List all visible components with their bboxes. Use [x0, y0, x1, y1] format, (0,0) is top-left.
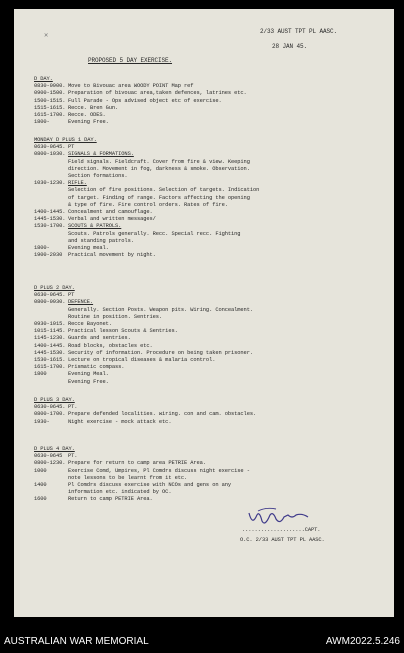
schedule-entry: and standing patrols. — [68, 237, 134, 244]
schedule-time: 1445-1530. — [34, 216, 66, 223]
schedule-entry: Prismatic compass. — [68, 364, 125, 371]
schedule-time: 0800-1230. — [34, 460, 66, 467]
schedule-entry: Prepare for return to camp area PETRIE Area. — [68, 460, 206, 467]
document-page — [14, 9, 394, 617]
schedule-entry: Move to Bivouac area WOODY POINT Map ref — [68, 83, 194, 90]
schedule-entry: Evening Free. — [68, 119, 109, 126]
schedule-time: 0830-0900. — [34, 83, 66, 90]
schedule-entry: Full Parade - Ops advised object etc of exercise. — [68, 97, 222, 104]
schedule-entry: Guards and sentries. — [68, 335, 131, 342]
schedule-entry: & type of fire. Fire control orders. Rates of fire. — [68, 201, 228, 208]
schedule-time: 0630-0645. — [34, 292, 66, 299]
schedule-time: 0630-0645. — [34, 144, 66, 151]
schedule-time: 1530-1615. — [34, 357, 66, 363]
schedule-time: 0800-0930. — [34, 299, 66, 306]
schedule-time: 1800- — [34, 245, 50, 251]
schedule-entry: SIGNALS & FORMATIONS. — [68, 151, 134, 158]
section-heading: D PLUS 2 DAY. — [34, 285, 75, 291]
schedule-entry: Lecture on tropical diseases & malaria control. — [68, 357, 216, 363]
schedule-entry: Night exercise - mock attack etc. — [68, 418, 172, 425]
schedule-time: 1400-1445. — [34, 209, 66, 215]
schedule-entry: PT. — [68, 404, 78, 411]
unit-line: 2/33 AUST TPT PL AASC. — [260, 28, 338, 35]
schedule-time: 1800- — [34, 119, 50, 126]
schedule-entry: Road blocks, obstacles etc. — [68, 342, 153, 349]
schedule-time: 1800 — [34, 371, 47, 378]
schedule-time: 1930- — [34, 418, 50, 425]
schedule-time: 1900-2030 — [34, 252, 63, 259]
schedule-time: 1000 — [34, 467, 47, 474]
schedule-entry: Selection of fire positions. Selection of targets. Indication — [68, 187, 260, 194]
archive-caption: AUSTRALIAN WAR MEMORIAL — [4, 636, 149, 647]
schedule-time: 1030-1230. — [34, 180, 66, 187]
schedule-entry: Concealment and camouflage. — [68, 209, 153, 215]
schedule-entry: Generally. Section Posts. Weapon pits. Wiring. Concealment. — [68, 306, 253, 313]
schedule-entry: Exercise Comd, Umpires, Pl Comdrs discuss night exercise - — [68, 467, 250, 474]
section-heading: MONDAY D PLUS 1 DAY. — [34, 137, 97, 143]
schedule-entry: Recce Bayonet. — [68, 321, 112, 327]
schedule-entry: Preparation of bivouac area,taken defences, latrines etc. — [68, 90, 247, 97]
schedule-time: 0900-1500. — [34, 90, 66, 97]
section-heading: D PLUS 4 DAY. — [34, 446, 75, 452]
schedule-time: 1500-1515. — [34, 97, 66, 104]
schedule-time: 0930-1015. — [34, 321, 66, 327]
schedule-time: 1015-1145. — [34, 328, 66, 335]
schedule-entry: Section formations. — [68, 173, 128, 179]
schedule-time: 0800-1030. — [34, 151, 66, 158]
schedule-time: 1515-1615. — [34, 104, 66, 111]
schedule-entry: Evening Free. — [68, 378, 109, 385]
schedule-entry: SCOUTS & PATROLS. — [68, 223, 122, 230]
schedule-time: 1145-1230. — [34, 335, 66, 342]
schedule-time: 1400 — [34, 482, 47, 488]
schedule-entry: direction. Movement in fog, darkness & smoke. Observation. — [68, 165, 250, 172]
corner-mark: ✕ — [44, 32, 49, 40]
schedule-time: 1615-1700. — [34, 364, 66, 371]
schedule-entry: PT — [68, 144, 75, 151]
schedule-entry: DEFENCE. — [68, 299, 94, 306]
section-heading: D DAY. — [34, 76, 53, 82]
schedule-entry: PT — [68, 292, 75, 299]
signature-dots: ....................CAPT. — [242, 527, 321, 533]
schedule-entry: Practical lesson Scouts & Sentries. — [68, 328, 178, 335]
schedule-entry: Recce. ODES. — [68, 112, 106, 118]
schedule-entry: Pl Comdrs discuss exercise with NCOs and gens on any — [68, 482, 232, 488]
schedule-time: 0630-0645 — [34, 453, 63, 460]
schedule-entry: Recce. Bren Gun. — [68, 104, 119, 111]
schedule-entry: RIFLE. — [68, 180, 87, 187]
section-heading: D PLUS 3 DAY. — [34, 397, 75, 403]
schedule-time: 1600 — [34, 496, 47, 503]
schedule-entry: Routine in position. Sentries. — [68, 313, 163, 320]
schedule-entry: Practical movement by night. — [68, 252, 156, 259]
schedule-entry: Verbal and written messages/ — [68, 216, 156, 223]
schedule-entry: information etc. indicated by OC. — [68, 489, 172, 496]
archive-reference: AWM2022.5.246 — [325, 636, 400, 647]
date-line: 28 JAN 45. — [272, 43, 308, 50]
schedule-time: 1615-1700. — [34, 112, 66, 118]
schedule-time: 1445-1530. — [34, 349, 66, 356]
schedule-entry: PT. — [68, 453, 78, 460]
document-title: PROPOSED 5 DAY EXERCISE. — [88, 57, 173, 64]
schedule-time: 0630-0645. — [34, 404, 66, 411]
signature-role: O.C. 2/33 AUST TPT PL AASC. — [240, 537, 325, 543]
schedule-entry: Scouts. Patrols generally. Recc. Special recc. Fighting — [68, 230, 241, 237]
schedule-entry: of target. Finding of range. Factors affecting the opening — [68, 194, 250, 201]
schedule-time: 1400-1445. — [34, 342, 66, 349]
schedule-entry: note lessons to be learnt from it etc. — [68, 474, 188, 481]
schedule-entry: Evening meal. — [68, 245, 109, 251]
schedule-entry: Security of information. Procedure on being taken prisoner. — [68, 349, 253, 356]
schedule-entry: Prepare defended localities. wiring. con and cam. obstacles. — [68, 411, 257, 418]
schedule-entry: Return to camp PETRIE Area. — [68, 496, 153, 503]
schedule-entry: Field signals. Fieldcraft. Cover from fire & view. Keeping — [68, 158, 250, 165]
schedule-time: 0800-1700. — [34, 411, 66, 418]
schedule-entry: Evening Meal. — [68, 371, 109, 378]
schedule-time: 1530-1700. — [34, 223, 66, 230]
